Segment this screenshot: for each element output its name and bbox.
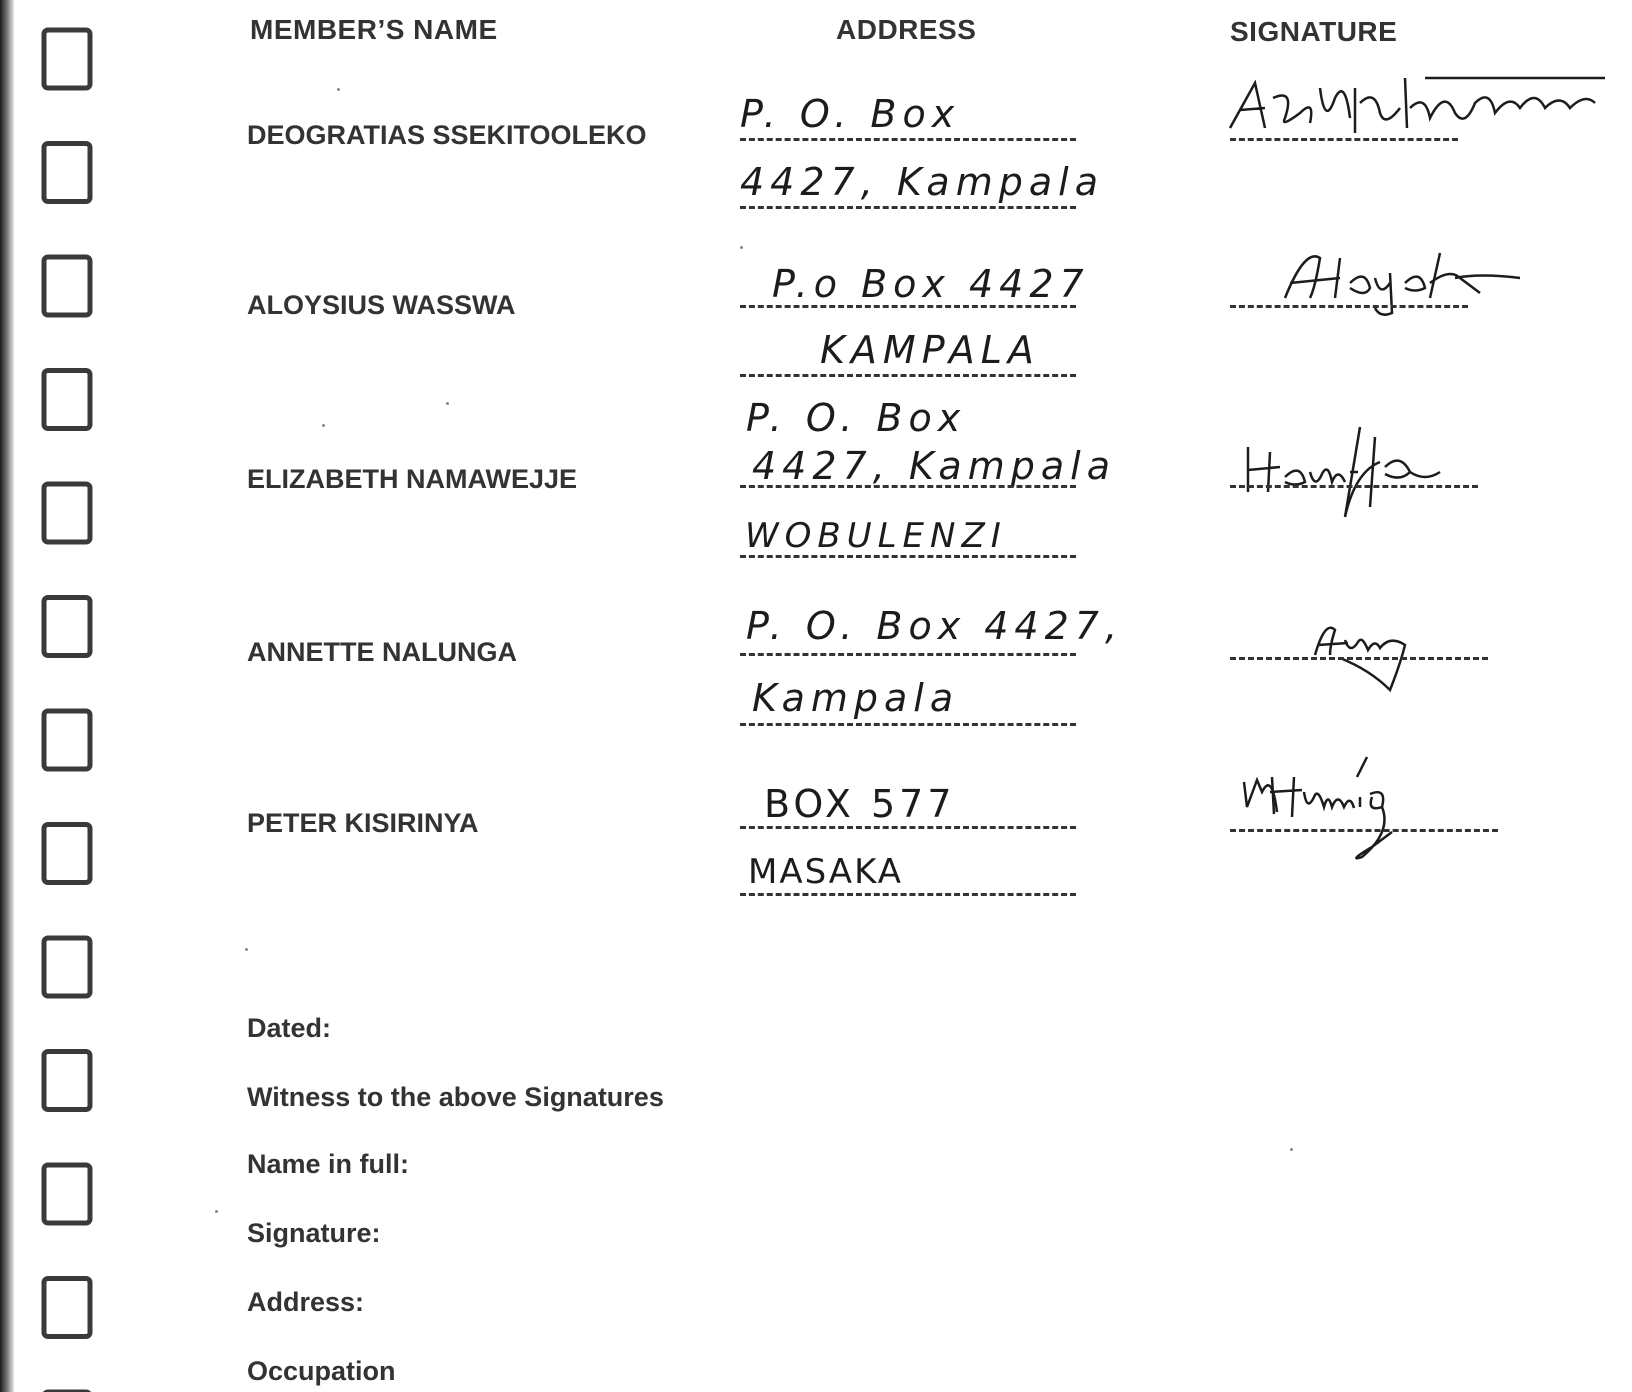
spiral-binding bbox=[0, 0, 100, 1392]
address-line: MASAKA bbox=[748, 852, 904, 892]
address-line: 4427, Kampala bbox=[752, 444, 1116, 488]
signature-rule bbox=[1230, 829, 1498, 832]
address-line: P. O. Box 4427, bbox=[746, 604, 1124, 648]
binding-ring bbox=[44, 1165, 90, 1223]
binding-ring bbox=[44, 144, 90, 202]
address-rule bbox=[740, 826, 1076, 829]
address-line: P. O. Box bbox=[746, 396, 967, 440]
member-name: PETER KISIRINYA bbox=[247, 808, 479, 838]
address-line: P.o Box 4427 bbox=[772, 262, 1090, 306]
handwritten-signature bbox=[1300, 610, 1440, 700]
address-line: 4427, Kampala bbox=[740, 160, 1104, 204]
binding-ring bbox=[44, 30, 90, 88]
signature-rule bbox=[1230, 305, 1468, 308]
dated-label: Dated: bbox=[247, 1013, 332, 1043]
address-rule bbox=[740, 206, 1076, 209]
address-rule bbox=[740, 138, 1076, 141]
member-name-header: MEMBER’S NAME bbox=[250, 14, 498, 45]
name-in-full-label: Name in full: bbox=[247, 1149, 410, 1179]
signature-rule bbox=[1230, 138, 1458, 141]
witness-label: Witness to the above Signatures bbox=[247, 1082, 664, 1112]
binding-ring bbox=[44, 1279, 90, 1337]
address-rule bbox=[740, 305, 1076, 308]
signature-label: Signature: bbox=[247, 1218, 381, 1248]
address-rule bbox=[740, 555, 1076, 558]
handwritten-signature bbox=[1240, 412, 1470, 522]
address-line: P. O. Box bbox=[740, 92, 961, 136]
member-name: DEOGRATIAS SSEKITOOLEKO bbox=[247, 120, 647, 150]
address-line: BOX 577 bbox=[764, 782, 956, 826]
handwritten-signature bbox=[1232, 752, 1462, 872]
binding-ring bbox=[44, 825, 90, 883]
binding-ring bbox=[44, 257, 90, 315]
binding-ring bbox=[44, 711, 90, 769]
address-line: WOBULENZI bbox=[745, 516, 1007, 556]
address-rule bbox=[740, 653, 1076, 656]
scan-speck bbox=[740, 246, 743, 249]
address-rule bbox=[740, 723, 1076, 726]
address-line: KAMPALA bbox=[820, 328, 1040, 372]
scan-speck bbox=[1290, 1148, 1293, 1151]
handwritten-signature bbox=[1225, 68, 1625, 148]
scan-speck bbox=[215, 1210, 218, 1213]
member-name: ALOYSIUS WASSWA bbox=[247, 290, 516, 320]
address-rule bbox=[740, 374, 1076, 377]
binding-ring bbox=[44, 598, 90, 656]
signature-rule bbox=[1230, 485, 1478, 488]
address-rule bbox=[740, 485, 1076, 488]
binding-ring bbox=[44, 484, 90, 542]
address-line: Kampala bbox=[752, 676, 960, 720]
binding-ring bbox=[44, 1052, 90, 1110]
scan-speck bbox=[245, 948, 248, 951]
member-name: ANNETTE NALUNGA bbox=[247, 637, 517, 667]
scan-speck bbox=[337, 88, 340, 91]
address-rule bbox=[740, 893, 1076, 896]
member-name: ELIZABETH NAMAWEJJE bbox=[247, 464, 578, 494]
signature-header: SIGNATURE bbox=[1230, 16, 1398, 47]
occupation-label: Occupation bbox=[247, 1356, 396, 1386]
binding-ring bbox=[44, 938, 90, 996]
scan-speck bbox=[446, 402, 449, 405]
signature-rule bbox=[1230, 657, 1488, 660]
binding-ring bbox=[44, 371, 90, 429]
scan-speck bbox=[322, 424, 325, 427]
address-label: Address: bbox=[247, 1287, 365, 1317]
address-header: ADDRESS bbox=[836, 14, 977, 45]
